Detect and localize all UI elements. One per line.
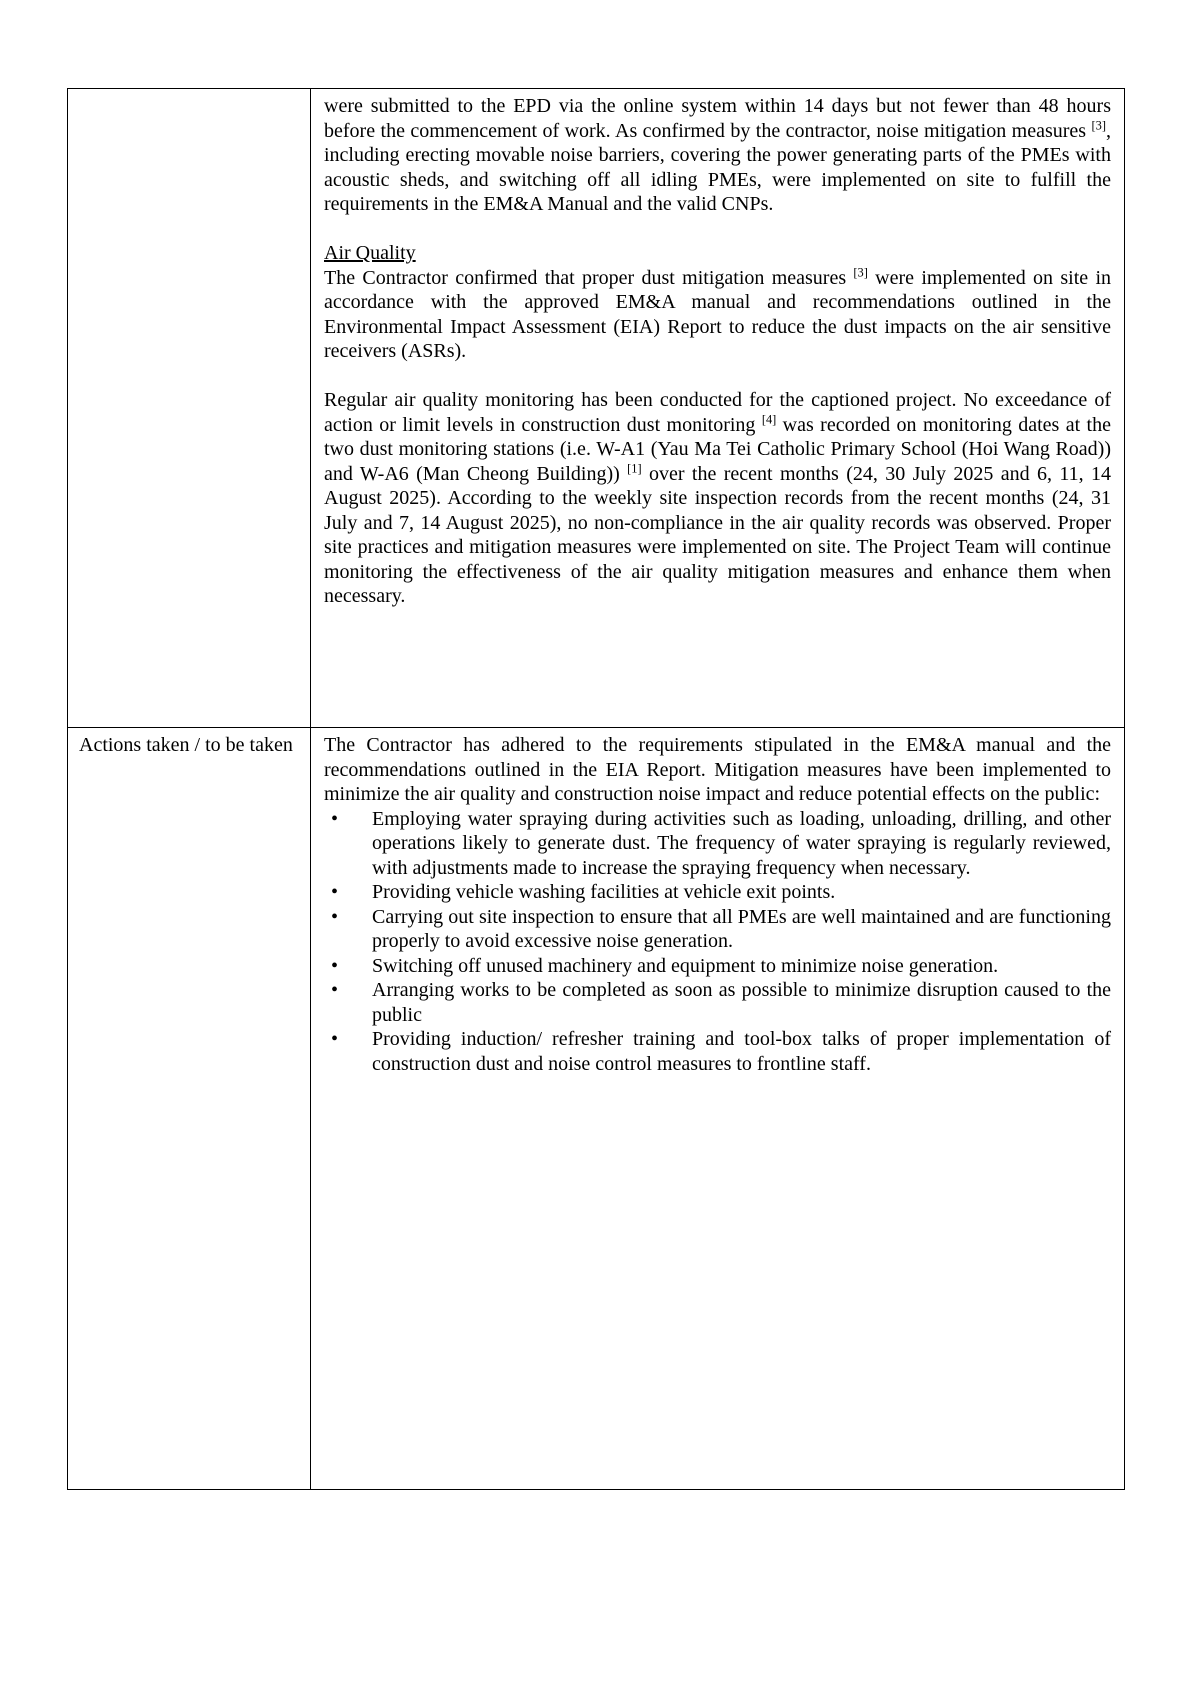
row-label [68,89,311,727]
table-row [68,728,1124,1489]
text-segment: Regular air quality monitoring has been conducted for the captioned project. No exceedance of action or limit levels in construction dust monitoring [324,389,1111,436]
bullet-list [324,807,1111,1077]
text-segment: The Contractor has adhered to the requirements stipulated in the EM&A manual and the recommendations outlined in the EIA Report. Mitigation measures have been implemented to minimize the air quality and construction noise impact and reduce potential effects on the public: [324,734,1111,805]
text-segment: was recorded on monitoring dates at the two dust monitoring stations (i.e. W-A1 (Yau Ma Tei Catholic Primary School (Hoi Wang Road)) and W-A6 (Man Cheong Building)) [324,413,1111,485]
blank-line [324,364,1111,389]
footnote-marker: [3] [1091,117,1106,132]
paragraph [324,94,1111,217]
bullet-item: • Arranging works to be completed as soon as possible to minimize disruption caused to the public [324,978,1111,1027]
bullet-item: • Employing water spraying during activities such as loading, unloading, drilling, and other operations likely to generate dust. The frequency of water spraying is regularly reviewed, with adjustments made to increase the spraying frequency when necessary. [324,807,1111,881]
section-heading [324,241,1111,266]
footnote-marker: [1] [627,460,642,475]
paragraph [324,266,1111,364]
footnote-marker: [3] [853,264,868,279]
footnote-marker: [4] [761,411,777,426]
table-row [68,89,1124,728]
blank-line [324,217,1111,242]
paragraph [324,388,1111,609]
report-table [67,88,1125,1490]
text-segment: were submitted to the EPD via the online system within 14 days but not fewer than 48 hours before the commencement of work. As confirmed by the contractor, noise mitigation measures [324,95,1111,142]
row-label: Actions taken / to be taken [68,728,311,1489]
bullet-item: • Providing vehicle washing facilities at vehicle exit points. [324,880,1111,905]
text-segment: The Contractor confirmed that proper dust mitigation measures [324,266,854,289]
text-segment: were implemented on site in accordance with the approved EM&A manual and recommendations outlined in the Environmental Impact Assessment (EIA) Report to reduce the dust impacts on the air sensitive receivers (ASRs). [324,266,1112,362]
bullet-item: • Carrying out site inspection to ensure that all PMEs are well maintained and are functioning properly to avoid excessive noise generation. [324,905,1111,954]
row-content [311,728,1124,1489]
bullet-item: • Providing induction/ refresher training and tool-box talks of proper implementation of construction dust and noise control measures to frontline staff. [324,1027,1111,1076]
paragraph [324,733,1111,807]
text-segment: , including erecting movable noise barriers, covering the power generating parts of the PMEs with acoustic sheds, and switching off all idling PMEs, were implemented on site to fulfill the requirements in the EM&A Manual and the valid CNPs. [324,119,1111,215]
row-content [311,89,1124,727]
text-segment: Air Quality [324,242,416,264]
bullet-item: • Switching off unused machinery and equipment to minimize noise generation. [324,954,1111,979]
text-segment: over the recent months (24, 30 July 2025 and 6, 11, 14 August 2025). According to the weekly site inspection records from the recent months (24, 31 July and 7, 14 August 2025), no non-compliance in the air quality records was observed. Proper site practices and mitigation measures were implemented on site. The Project Team will continue monitoring the effectiveness of the air quality mitigation measures and enhance them when necessary. [324,462,1111,607]
